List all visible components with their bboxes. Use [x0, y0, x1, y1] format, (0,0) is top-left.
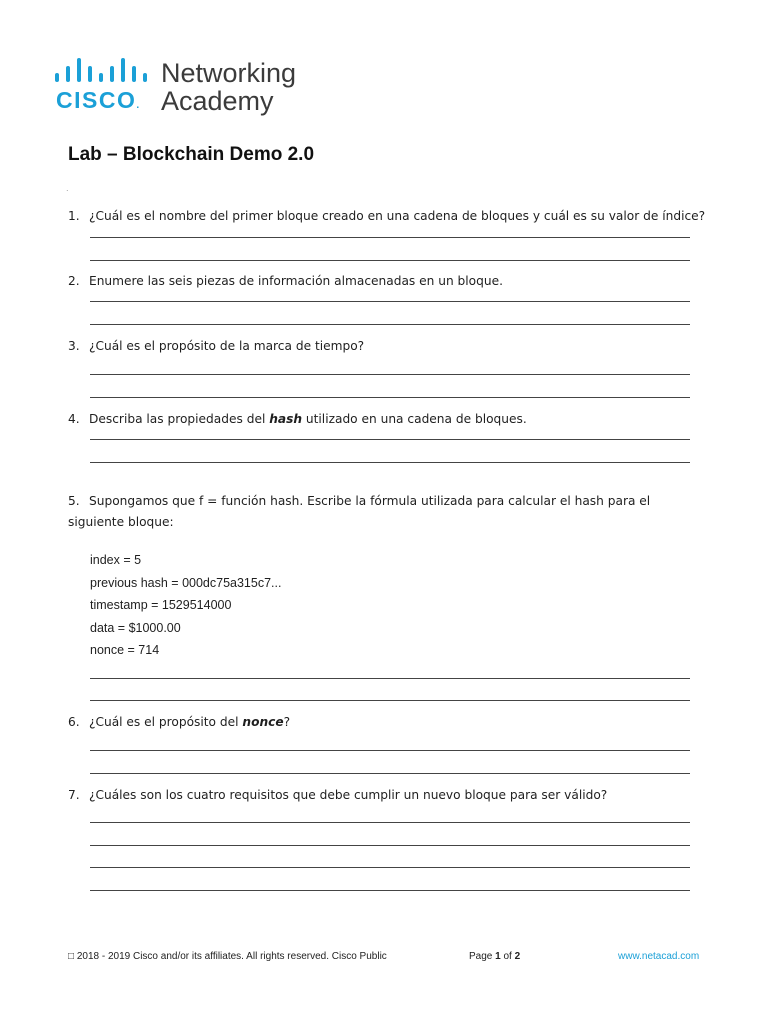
term-hash: hash	[269, 412, 303, 426]
question-5: 5. Supongamos que f = función hash. Escribe la fórmula utilizada para calcular el hash para el siguiente bloque:	[68, 494, 651, 529]
question-7: 7. ¿Cuáles son los cuatro requisitos que debe cumplir un nuevo bloque para ser válido?	[68, 788, 608, 802]
page-title: Lab – Blockchain Demo 2.0	[68, 144, 315, 165]
footer-netacad-link[interactable]: www.netacad.com	[618, 951, 700, 962]
cisco-bars-icon	[55, 58, 145, 82]
brand-academy: Academy	[161, 86, 274, 116]
block-field-previous-hash: previous hash = 000dc75a315c7...	[90, 576, 282, 590]
stray-dot: .	[66, 184, 69, 193]
brand-networking: Networking	[161, 58, 297, 88]
block-field-index: index = 5	[90, 553, 142, 567]
footer-page-number: Page 1 of 2	[469, 951, 521, 962]
answer-line[interactable]	[90, 301, 690, 302]
answer-line[interactable]	[90, 462, 690, 463]
answer-line[interactable]	[90, 890, 690, 891]
answer-line[interactable]	[90, 822, 690, 823]
cisco-wordmark: CISCO.	[56, 87, 141, 113]
term-nonce: nonce	[242, 715, 284, 729]
answer-line[interactable]	[90, 845, 690, 846]
answer-line[interactable]	[90, 750, 690, 751]
answer-line[interactable]	[90, 439, 690, 440]
question-6: 6. ¿Cuál es el propósito del nonce?	[68, 715, 291, 729]
answer-line[interactable]	[90, 374, 690, 375]
block-field-timestamp: timestamp = 1529514000	[90, 598, 232, 612]
block-field-nonce: nonce = 714	[90, 643, 160, 657]
footer-copyright: □ 2018 - 2019 Cisco and/or its affiliates. All rights reserved. Cisco Public	[68, 951, 387, 962]
answer-line[interactable]	[90, 260, 690, 261]
answer-line[interactable]	[90, 678, 690, 679]
answer-line[interactable]	[90, 867, 690, 868]
answer-line[interactable]	[90, 700, 690, 701]
block-field-data: data = $1000.00	[90, 621, 181, 635]
answer-line[interactable]	[90, 237, 690, 238]
question-2: 2. Enumere las seis piezas de información almacenadas en un bloque.	[68, 274, 503, 288]
answer-line[interactable]	[90, 324, 690, 325]
answer-line[interactable]	[90, 397, 690, 398]
question-1: 1. ¿Cuál es el nombre del primer bloque creado en una cadena de bloques y cuál es su valor de índice?	[68, 209, 706, 223]
cisco-networking-academy-logo	[55, 58, 315, 118]
question-4: 4. Describa las propiedades del hash utilizado en una cadena de bloques.	[68, 412, 527, 426]
answer-line[interactable]	[90, 773, 690, 774]
copyright-glyph-icon: □	[68, 951, 75, 962]
question-3: 3. ¿Cuál es el propósito de la marca de tiempo?	[68, 339, 365, 353]
